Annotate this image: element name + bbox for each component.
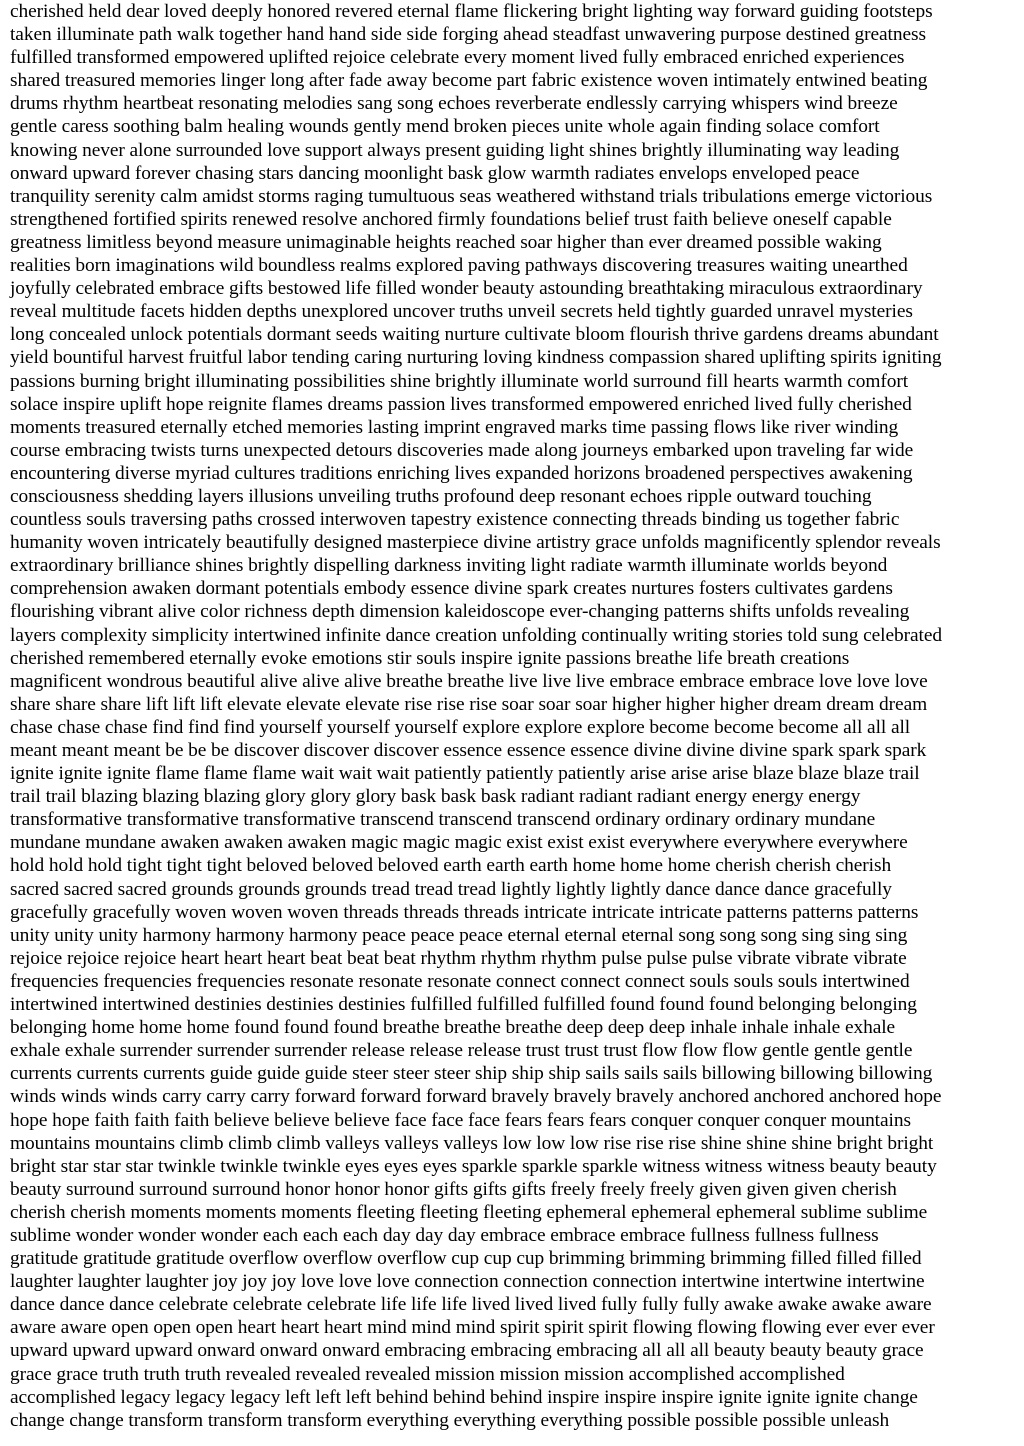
text-line: currents currents currents guide guide guide steer steer steer ship ship ship sails sails sails billowing billowing billowing	[10, 1063, 933, 1085]
text-line: sacred sacred sacred grounds grounds grounds tread tread tread lightly lightly lightly dance dance dance gracefully	[10, 878, 892, 900]
text-line: bright star star star twinkle twinkle twinkle eyes eyes eyes sparkle sparkle sparkle witness witness witness beauty beauty	[10, 1155, 937, 1177]
text-line: cherish cherish moments moments moments fleeting fleeting fleeting ephemeral ephemeral ephemeral sublime sublime	[10, 1201, 928, 1223]
text-line: aware aware open open open heart heart heart mind mind mind spirit spirit spirit flowing flowing flowing ever ever ever	[10, 1317, 935, 1339]
text-line: solace inspire uplift hope reignite flames dreams passion lives transformed empowered enriched lived fully cherished	[10, 393, 912, 415]
text-line: hold hold hold tight tight tight beloved beloved beloved earth earth earth home home home cherish cherish cherish	[10, 855, 892, 877]
text-line: belonging home home home found found found breathe breathe breathe deep deep deep inhale inhale inhale exhale	[10, 1017, 896, 1039]
text-line: dance dance dance celebrate celebrate celebrate life life life lived lived lived fully fully fully awake awake awake aware	[10, 1294, 932, 1316]
text-line: gracefully gracefully woven woven woven threads threads threads intricate intricate intricate patterns patterns patterns	[10, 901, 919, 923]
text-line: sublime wonder wonder wonder each each each day day day embrace embrace embrace fullness fullness fullness	[10, 1224, 879, 1246]
text-line: mundane mundane awaken awaken awaken magic magic magic exist exist exist everywhere everywhere everywhere	[10, 832, 908, 854]
text-line: passions burning bright illuminating possibilities shine brightly illuminate world surround fill hearts warmth comfort	[10, 370, 909, 392]
text-line: unity unity unity harmony harmony harmony peace peace peace eternal eternal eternal song song song sing sing sing	[10, 924, 908, 946]
text-line: meant meant meant be be be discover discover discover essence essence essence divine divine divine spark spark spark	[10, 740, 927, 761]
text-line: transformative transformative transformative transcend transcend transcend ordinary ordinary ordinary mundane	[10, 809, 876, 831]
text-line: yield bountiful harvest fruitful labor tending caring nurturing loving kindness compassion shared uplifting spirits igniting	[10, 347, 942, 369]
text-line: exhale exhale surrender surrender surrender release release release trust trust trust flow flow flow gentle gentle gentle	[10, 1040, 913, 1062]
text-line: cherished held dear loved deeply honored revered eternal flame flickering bright lighting way forward guiding footsteps	[10, 1, 933, 22]
text-line: accomplished legacy legacy legacy left left left behind behind behind inspire inspire inspire ignite ignite ignite change	[10, 1386, 918, 1408]
text-line: long concealed unlock potentials dormant seeds waiting nurture cultivate bloom flourish thrive gardens dreams abundant	[10, 324, 939, 346]
text-line: gratitude gratitude gratitude overflow overflow overflow cup cup cup brimming brimming brimming filled filled filled	[10, 1248, 922, 1270]
text-line: reveal multitude facets hidden depths unexplored uncover truths unveil secrets held tightly guarded unravel mysteries	[10, 301, 913, 323]
text-line: grace grace truth truth truth revealed revealed revealed mission mission mission accomplished accomplished	[10, 1363, 845, 1385]
text-line: trail trail blazing blazing blazing glory glory glory bask bask bask radiant radiant radiant energy energy energy	[10, 786, 861, 808]
text-line: moments treasured eternally etched memories lasting imprint engraved marks time passing flows like river winding	[10, 416, 899, 438]
text-line: beauty surround surround surround honor honor honor gifts gifts gifts freely freely freely given given given cherish	[10, 1178, 897, 1200]
text-line: laughter laughter laughter joy joy joy love love love connection connection connection intertwine intertwine intertwine	[10, 1271, 925, 1293]
text-line: consciousness shedding layers illusions unveiling truths profound deep resonant echoes ripple outward touching	[10, 485, 872, 507]
text-line: drums rhythm heartbeat resonating melodies sang song echoes reverberate endlessly carrying whispers wind breeze	[10, 93, 898, 115]
text-line: realities born imaginations wild boundless realms explored paving pathways discovering treasures waiting unearthed	[10, 255, 908, 277]
text-line: greatness limitless beyond measure unimaginable heights reached soar higher than ever dreamed possible waking	[10, 231, 882, 253]
text-line: intertwined intertwined destinies destinies destinies fulfilled fulfilled fulfilled found found found belonging belonging	[10, 994, 917, 1016]
text-line: strengthened fortified spirits renewed resolve anchored firmly foundations belief trust faith believe oneself capable	[10, 208, 892, 230]
text-line: tranquility serenity calm amidst storms raging tumultuous seas weathered withstand trials tribulations emerge victorious	[10, 185, 933, 207]
text-line: knowing never alone surrounded love support always present guiding light shines brightly illuminating way leading	[10, 139, 900, 161]
text-line: ignite ignite ignite flame flame flame wait wait wait patiently patiently patiently arise arise arise blaze blaze blaze trail	[10, 763, 920, 785]
text-line: shared treasured memories linger long after fade away become part fabric existence woven intimately entwined beating	[10, 70, 928, 92]
text-line: rejoice rejoice rejoice heart heart heart beat beat beat rhythm rhythm rhythm pulse pulse pulse vibrate vibrate vibrate	[10, 947, 907, 969]
text-line: course embracing twists turns unexpected detours discoveries made along journeys embarked upon traveling far wide	[10, 439, 914, 461]
text-line: onward upward forever chasing stars dancing moonlight bask glow warmth radiates envelops enveloped peace	[10, 162, 860, 184]
text-line: frequencies frequencies frequencies resonate resonate resonate connect connect connect souls souls souls intertwined	[10, 970, 910, 992]
text-line: humanity woven intricately beautifully designed masterpiece divine artistry grace unfolds magnificently splendor reveals	[10, 532, 941, 554]
text-line: change change transform transform transform everything everything everything possible possible possible unleash	[10, 1409, 890, 1431]
text-line: hope hope faith faith faith believe believe believe face face face fears fears fears conquer conquer conquer mountains	[10, 1109, 911, 1131]
text-line: mountains mountains climb climb climb valleys valleys valleys low low low rise rise rise shine shine shine bright bright	[10, 1132, 934, 1154]
text-line: upward upward upward onward onward onward embracing embracing embracing all all all beauty beauty beauty grace	[10, 1340, 924, 1362]
text-line: encountering diverse myriad cultures traditions enriching lives expanded horizons broadened perspectives awakening	[10, 462, 913, 484]
text-line: joyfully celebrated embrace gifts bestowed life filled wonder beauty astounding breathtaking miraculous extraordinary	[10, 278, 923, 300]
text-line: taken illuminate path walk together hand hand side side forging ahead steadfast unwavering purpose destined greatness	[10, 24, 926, 46]
document-body	[10, 0, 1014, 1432]
text-line: countless souls traversing paths crossed interwoven tapestry existence connecting threads binding us together fabric	[10, 509, 900, 531]
text-line: share share share lift lift lift elevate elevate elevate rise rise rise soar soar soar higher higher higher dream dream dream	[10, 693, 928, 715]
text-line: chase chase chase find find find yourself yourself yourself explore explore explore become become become all all all	[10, 716, 911, 738]
text-line: flourishing vibrant alive color richness depth dimension kaleidoscope ever-changing patterns shifts unfolds revealing	[10, 601, 910, 623]
text-line: winds winds winds carry carry carry forward forward forward bravely bravely bravely anchored anchored anchored hope	[10, 1086, 942, 1108]
text-line: gentle caress soothing balm healing wounds gently mend broken pieces unite whole again finding solace comfort	[10, 116, 880, 138]
text-line: extraordinary brilliance shines brightly dispelling darkness inviting light radiate warmth illuminate worlds beyond	[10, 555, 888, 577]
text-line: layers complexity simplicity intertwined infinite dance creation unfolding continually writing stories told sung celebrated	[10, 624, 942, 646]
text-line: comprehension awaken dormant potentials embody essence divine spark creates nurtures fosters cultivates gardens	[10, 578, 893, 600]
text-line: fulfilled transformed empowered uplifted rejoice celebrate every moment lived fully embraced enriched experiences	[10, 47, 905, 69]
text-line: cherished remembered eternally evoke emotions stir souls inspire ignite passions breathe life breath creations	[10, 647, 850, 669]
text-line: magnificent wondrous beautiful alive alive alive breathe breathe live live live embrace embrace embrace love love love	[10, 670, 928, 692]
